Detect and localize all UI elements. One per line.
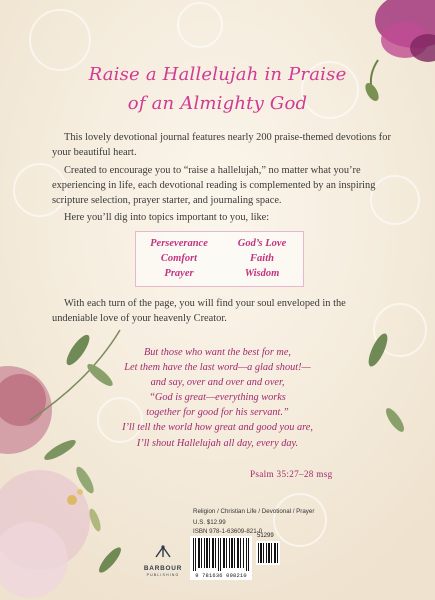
price-barcode	[256, 541, 280, 565]
topic-wisdom: Wisdom	[244, 268, 280, 279]
heading-line-1: Raise a Hallelujah in Praise	[88, 64, 347, 85]
topic-prayer: Prayer	[164, 268, 194, 279]
verse-line: I’ll shout Hallelujah all day, every day.	[136, 438, 299, 449]
barcode-bars	[190, 536, 252, 572]
price-label: U.S. $12.99	[193, 519, 226, 526]
paragraph-encourage: Created to encourage you to “raise a hallelujah,” no matter what you’re experiencing in life, each devotional reading is complemented by an inspiring scripture selection, prayer starter, and journaling space.	[52, 165, 376, 207]
topic-faith: Faith	[250, 253, 274, 264]
topics-box	[135, 231, 304, 287]
verse-line: together for good for his servant.”	[146, 407, 289, 418]
isbn-label: ISBN 978-1-63609-821-0	[193, 528, 263, 535]
topic-gods-love: God’s Love	[237, 238, 287, 249]
paragraph-closing: With each turn of the page, you will find your soul enveloped in the undeniable love of your heavenly Creator.	[52, 298, 346, 325]
verse-line: I’ll tell the world how great and good you are,	[122, 422, 313, 433]
barcode-number: 9 781636 098210	[195, 573, 247, 579]
publisher-name: BARBOUR	[143, 565, 183, 572]
verse-line: But those who want the best for me,	[143, 347, 291, 358]
verse-reference: Psalm 35:27–28 msg	[250, 469, 333, 479]
publisher-logo	[143, 545, 183, 577]
category-label: Religion / Christian Life / Devotional / Prayer	[193, 508, 315, 515]
price-barcode-bars	[256, 541, 280, 565]
topic-perseverance: Perseverance	[150, 238, 208, 249]
publisher-tagline: PUBLISHING	[146, 573, 180, 577]
verse-line: Let them have the last word—a glad shout!—	[124, 362, 311, 373]
paragraph-intro: This lovely devotional journal features nearly 200 praise-themed devotions for your beautiful heart.	[52, 132, 391, 159]
topic-comfort: Comfort	[160, 253, 198, 264]
verse-line: and say, over and over and over,	[150, 377, 285, 388]
isbn-barcode	[190, 536, 252, 580]
price-code: 51299	[257, 533, 274, 539]
logo-icon	[153, 545, 173, 559]
verse-line: “God is great—everything works	[149, 392, 286, 403]
heading-line-2: of an Almighty God	[127, 93, 308, 114]
paragraph-topics-intro: Here you’ll dig into topics important to you, like:	[64, 212, 270, 223]
